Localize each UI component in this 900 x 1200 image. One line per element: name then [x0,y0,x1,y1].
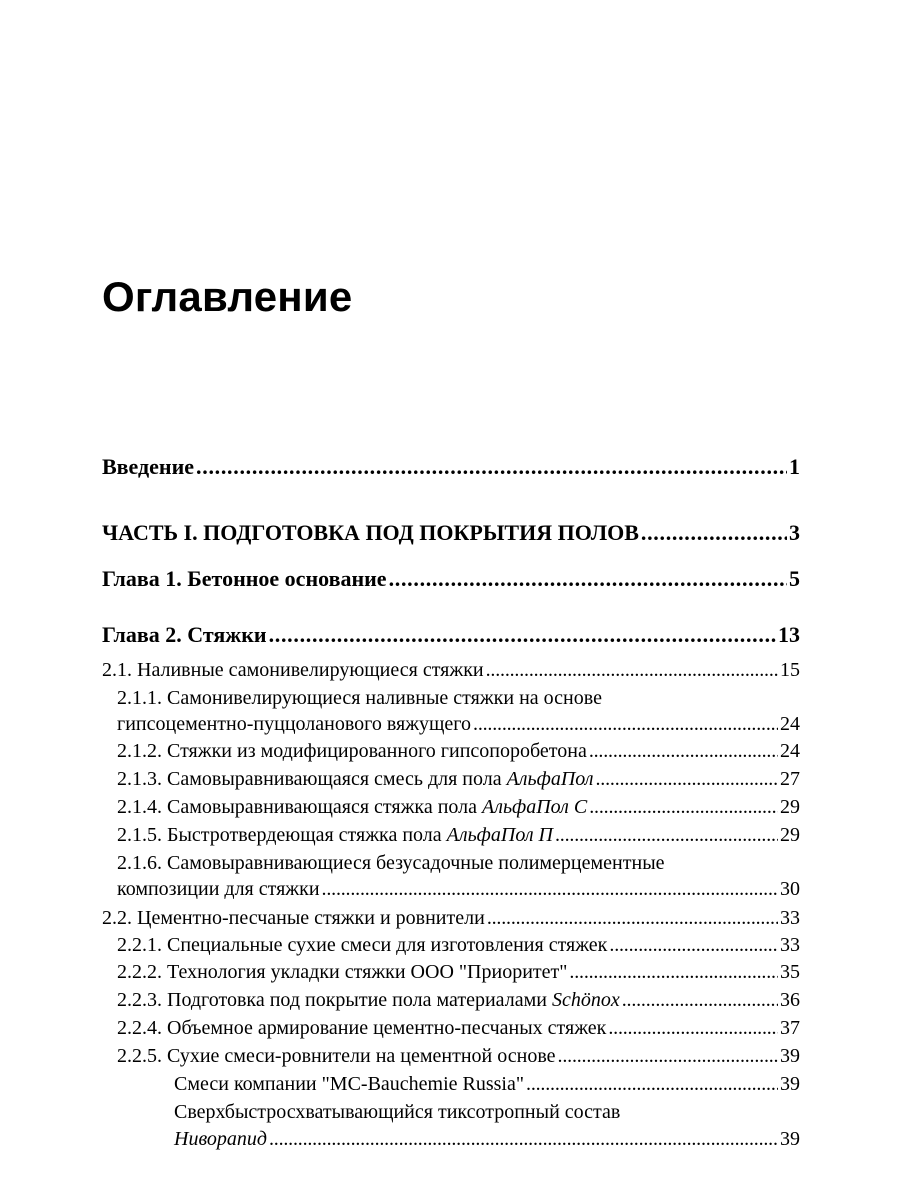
toc-leader-dots [487,905,778,931]
toc-entry-2-2[interactable] [102,905,800,931]
toc-leader-dots [641,519,787,547]
toc-label [117,766,594,792]
toc-page-number: 29 [780,824,800,846]
toc-label: Введение [102,454,195,479]
toc-entry-2-1-2[interactable] [117,738,800,764]
toc-label: 2.2.4. Объемное армирование цементно-песчаных стяжек [117,1017,607,1039]
toc-page-number: 33 [780,934,800,956]
toc-entry-2-2-1[interactable] [117,932,800,958]
toc-leader-dots [269,1126,778,1152]
toc-label: Смеси компании "MC-Bauchemie Russia" [174,1073,525,1095]
product-name: АльфаПол С [482,796,588,818]
toc-entry-mc-bauchemie[interactable] [174,1071,800,1097]
toc-entry-2-2-5[interactable] [117,1043,800,1069]
toc-label-text: 2.2.3. Подготовка под покрытие пола материалами [117,989,552,1011]
toc-leader-dots [322,876,778,902]
toc-entry-nivorapid[interactable] [174,1126,800,1152]
page-title: Оглавление [102,273,353,320]
toc-leader-dots [569,959,778,985]
toc-label: Глава 1. Бетонное основание [102,566,387,591]
toc-leader-dots [589,794,778,820]
toc-entry-part1[interactable] [102,519,800,547]
toc-page-number: 5 [789,566,800,591]
toc-label [117,987,620,1013]
toc-page-number: 35 [780,961,800,983]
toc-label [174,1126,267,1152]
toc-leader-dots [473,711,778,737]
toc-entry-2-2-3[interactable] [117,987,800,1013]
toc-page-number: 27 [780,768,800,790]
toc-label: композиции для стяжки [117,878,320,900]
toc-leader-dots [526,1071,778,1097]
toc-entry-2-2-4[interactable] [117,1015,800,1041]
toc-leader-dots [589,738,778,764]
toc-leader-dots [269,621,776,649]
toc-label: 2.1. Наливные самонивелирующиеся стяжки [102,659,484,681]
toc-entry-chapter-1[interactable] [102,565,800,593]
toc-label: 2.2.2. Технология укладки стяжки ООО "Приоритет" [117,961,568,983]
product-name: Ниворапид [174,1128,267,1150]
toc-page-number: 24 [780,740,800,762]
toc-page-number: 39 [780,1045,800,1067]
toc-leader-dots [596,766,779,792]
toc-label: 2.2.5. Сухие смеси-ровнители на цементной основе [117,1045,556,1067]
product-name: АльфаПол [506,768,594,790]
product-name: АльфаПол П [446,824,553,846]
toc-leader-dots [622,987,778,1013]
toc-label: гипсоцементно-пуццоланового вяжущего [117,713,472,735]
toc-leader-dots [609,932,778,958]
toc-entry-2-1-4[interactable] [117,794,800,820]
toc-page-number: 36 [780,989,800,1011]
toc-page-number: 37 [780,1017,800,1039]
toc-page-number: 39 [780,1128,800,1150]
toc-page-number: 15 [780,659,800,681]
toc-entry-intro[interactable] [102,453,800,481]
toc-page-number: 1 [789,454,800,479]
toc-label [117,794,587,820]
toc-entry-nivorapid-line1[interactable]: Сверхбыстросхватывающийся тиксотропный состав [174,1101,621,1123]
toc-page-number: 33 [780,907,800,929]
toc-page-number: 30 [780,878,800,900]
toc-entry-chapter-2[interactable] [102,621,800,649]
toc-entry-2-1-1[interactable] [117,711,800,737]
toc-entry-2-2-2[interactable] [117,959,800,985]
toc-label-text: 2.1.5. Быстротвердеющая стяжка пола [117,824,447,846]
toc-label: 2.2.1. Специальные сухие смеси для изготовления стяжек [117,934,608,956]
toc-label [117,822,553,848]
toc-leader-dots [486,657,778,683]
toc-label: ЧАСТЬ I. ПОДГОТОВКА ПОД ПОКРЫТИЯ ПОЛОВ [102,520,639,545]
toc-label: Глава 2. Стяжки [102,622,267,647]
toc-page-number: 24 [780,713,800,735]
toc-label: 2.2. Цементно-песчаные стяжки и ровнители [102,907,485,929]
toc-page-number: 39 [780,1073,800,1095]
toc-leader-dots [389,565,787,593]
toc-page-number: 29 [780,796,800,818]
toc-leader-dots [196,453,787,481]
toc-entry-2-1-3[interactable] [117,766,800,792]
toc-page-number: 13 [778,622,800,647]
toc-label-text: 2.1.4. Самовыравнивающаяся стяжка пола [117,796,482,818]
toc-entry-2-1[interactable] [102,657,800,683]
toc-leader-dots [608,1015,778,1041]
toc-leader-dots [558,1043,778,1069]
toc-entry-2-1-5[interactable] [117,822,800,848]
toc-entry-2-1-1-line1[interactable]: 2.1.1. Самонивелирующиеся наливные стяжки на основе [117,687,602,709]
toc-page-number: 3 [789,520,800,545]
toc-label: 2.1.2. Стяжки из модифицированного гипсопоробетона [117,740,587,762]
toc-leader-dots [555,822,778,848]
toc-label-text: 2.1.3. Самовыравнивающаяся смесь для пола [117,768,507,790]
toc-entry-2-1-6-line1[interactable]: 2.1.6. Самовыравнивающиеся безусадочные полимерцементные [117,852,665,874]
toc-entry-2-1-6[interactable] [117,876,800,902]
product-name: Schönox [551,989,620,1011]
